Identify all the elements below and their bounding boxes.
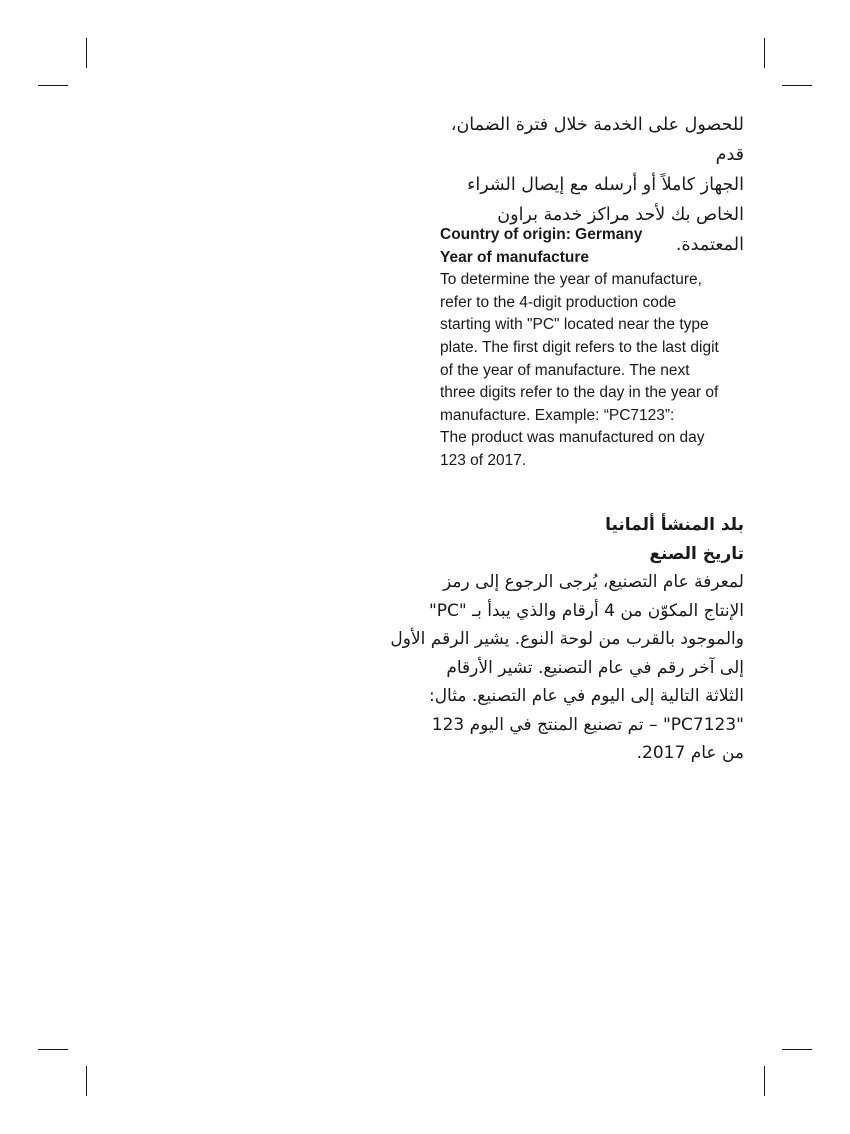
year-of-manufacture-heading: Year of manufacture [440, 248, 590, 266]
crop-mark-top-right-vertical [764, 38, 765, 68]
crop-mark-top-left-vertical [86, 38, 87, 68]
country-of-origin-heading-arabic: بلد المنشأ ألمانيا [605, 515, 744, 535]
warranty-arabic-line: الجهاز كاملاً أو أرسله مع إيصال الشراء [467, 175, 744, 195]
origin-english-body-line: 123 of 2017. [440, 451, 527, 469]
year-of-manufacture-heading-arabic: تاريخ الصنع [649, 543, 744, 564]
origin-arabic-body-line: الإنتاج المكوّن من 4 أرقام والذي يبدأ بـ "PC" [428, 600, 744, 621]
origin-english-body-line: starting with "PC" located near the type [440, 316, 709, 334]
crop-mark-bottom-left-vertical [86, 1066, 87, 1096]
origin-arabic-body-line: من عام 2017. [636, 743, 744, 763]
origin-arabic-body-line: إلى آخر رقم في عام التصنيع. تشير الأرقام [446, 657, 744, 678]
warranty-arabic-line: للحصول على الخدمة خلال فترة الضمان، قدم [450, 115, 744, 165]
origin-arabic-body-line: الثلاثة التالية إلى اليوم في عام التصنيع. مثال: [428, 686, 744, 706]
origin-arabic-body-line: والموجود بالقرب من لوحة النوع. يشير الرقم الأول [390, 629, 744, 649]
origin-english-body-line: To determine the year of manufacture, [440, 271, 702, 289]
crop-mark-bottom-right-horizontal [782, 1049, 812, 1050]
crop-mark-bottom-right-vertical [764, 1066, 765, 1096]
origin-english-body-line: manufacture. Example: “PC7123”: [440, 406, 675, 424]
origin-english-body-line: refer to the 4-digit production code [440, 293, 677, 311]
origin-arabic-section [390, 511, 744, 768]
warranty-arabic-line: الخاص بك لأحد مراكز خدمة براون المعتمدة. [497, 205, 744, 255]
crop-mark-top-right-horizontal [782, 85, 812, 86]
origin-arabic-body-line: "PC7123" – تم تصنيع المنتج في اليوم 123 [431, 714, 744, 735]
origin-english-body-line: of the year of manufacture. The next [440, 361, 690, 379]
origin-english-body-line: plate. The first digit refers to the last digit [440, 338, 719, 356]
origin-english-body-line: three digits refer to the day in the year of [440, 384, 719, 402]
crop-mark-top-left-horizontal [38, 85, 68, 86]
country-of-origin-heading: Country of origin: Germany [440, 226, 643, 243]
crop-mark-bottom-left-horizontal [38, 1049, 68, 1050]
origin-arabic-body-line: لمعرفة عام التصنيع، يُرجى الرجوع إلى رمز [443, 572, 744, 592]
origin-english-body-line: The product was manufactured on day [440, 429, 705, 447]
origin-english-section [440, 224, 744, 473]
